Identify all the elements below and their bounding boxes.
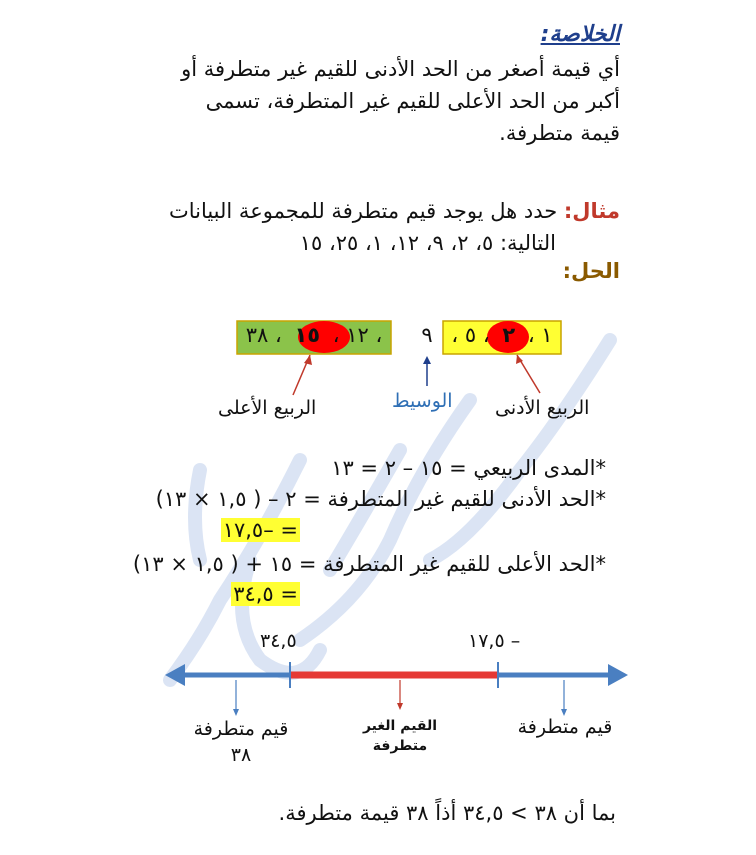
right-region-arrow-head bbox=[561, 709, 567, 716]
left-outlier-region bbox=[186, 716, 296, 768]
summary-title: الخلاصة: bbox=[540, 22, 620, 47]
sequence-value: ١٢ bbox=[346, 323, 369, 347]
median-label: الوسيط bbox=[392, 390, 453, 412]
solution-label: الحل: bbox=[562, 259, 620, 283]
sequence-value: ٣٨ bbox=[245, 323, 269, 347]
example-label: مثال: bbox=[563, 199, 620, 223]
non-outlier-label-line2: متطرفة bbox=[372, 738, 428, 754]
lower-limit-value: = –١٧,٥ bbox=[222, 518, 298, 542]
summary-line: أكبر من الحد الأعلى للقيم غير المتطرفة، تسمى bbox=[205, 89, 620, 113]
upper-fence-label: ٣٤,٥ bbox=[260, 630, 297, 652]
sequence-separator: ، bbox=[451, 323, 459, 347]
non-outlier-region-label bbox=[350, 716, 450, 756]
sequence-value-lower-quartile: ٢ bbox=[502, 323, 516, 347]
example-data: التالية: ٥، ٢، ٩، ١٢، ١، ٢٥، ١٥ bbox=[299, 231, 556, 255]
sequence-value: ١ bbox=[541, 323, 553, 347]
sequence-separator: ، bbox=[274, 323, 282, 347]
number-line-right-arrow bbox=[608, 664, 628, 686]
lower-limit-statement: *الحد الأدنى للقيم غير المتطرفة = ٢ – ( ١,٥ × ١٣) bbox=[155, 487, 606, 511]
lower-half-values bbox=[443, 323, 561, 347]
summary-line: أي قيمة أصغر من الحد الأدنى للقيم غير متطرفة أو bbox=[181, 57, 620, 81]
upper-limit-statement: *الحد الأعلى للقيم غير المتطرفة = ١٥ + ( ١,٥ × ١٣) bbox=[132, 552, 606, 576]
sequence-value: ٥ bbox=[464, 323, 477, 347]
lower-limit-result bbox=[221, 514, 300, 546]
sequence-value-upper-quartile: ١٥ bbox=[294, 323, 321, 347]
right-outlier-label: قيم متطرفة bbox=[517, 716, 613, 738]
sequence-separator: ، bbox=[482, 323, 490, 347]
sequence-separator: ، bbox=[375, 323, 383, 347]
upper-quartile-arrow-head bbox=[304, 355, 312, 365]
upper-limit-result bbox=[231, 578, 300, 610]
lower-fence-label: – ١٧,٥ bbox=[468, 630, 521, 652]
median-arrow-head bbox=[423, 356, 431, 364]
median-value: ٩ bbox=[421, 323, 433, 347]
lower-quartile-label: الربيع الأدنى bbox=[495, 397, 590, 419]
middle-region-arrow-head bbox=[397, 703, 403, 710]
left-outlier-value: ٣٨ bbox=[230, 744, 252, 766]
upper-limit-value: = ٣٤,٥ bbox=[233, 582, 298, 606]
left-outlier-label: قيم متطرفة bbox=[193, 718, 289, 740]
left-region-arrow-head bbox=[233, 709, 239, 716]
conclusion-text: بما أن ٣٨ > ٣٤,٥ أذاً ٣٨ قيمة متطرفة. bbox=[278, 801, 616, 825]
sequence-separator: ، bbox=[527, 323, 535, 347]
example-text: حدد هل يوجد قيم متطرفة للمجموعة البيانات bbox=[168, 199, 558, 223]
non-outlier-label-line1: القيم الغير bbox=[362, 718, 438, 734]
sequence-separator: ، bbox=[332, 323, 340, 347]
iqr-statement: *المدى الربيعي = ١٥ – ٢ = ١٣ bbox=[331, 456, 606, 480]
summary-line: قيمة متطرفة. bbox=[499, 121, 620, 145]
upper-half-values bbox=[237, 323, 391, 347]
upper-quartile-label: الربيع الأعلى bbox=[218, 397, 317, 419]
number-line-left-arrow bbox=[165, 664, 185, 686]
